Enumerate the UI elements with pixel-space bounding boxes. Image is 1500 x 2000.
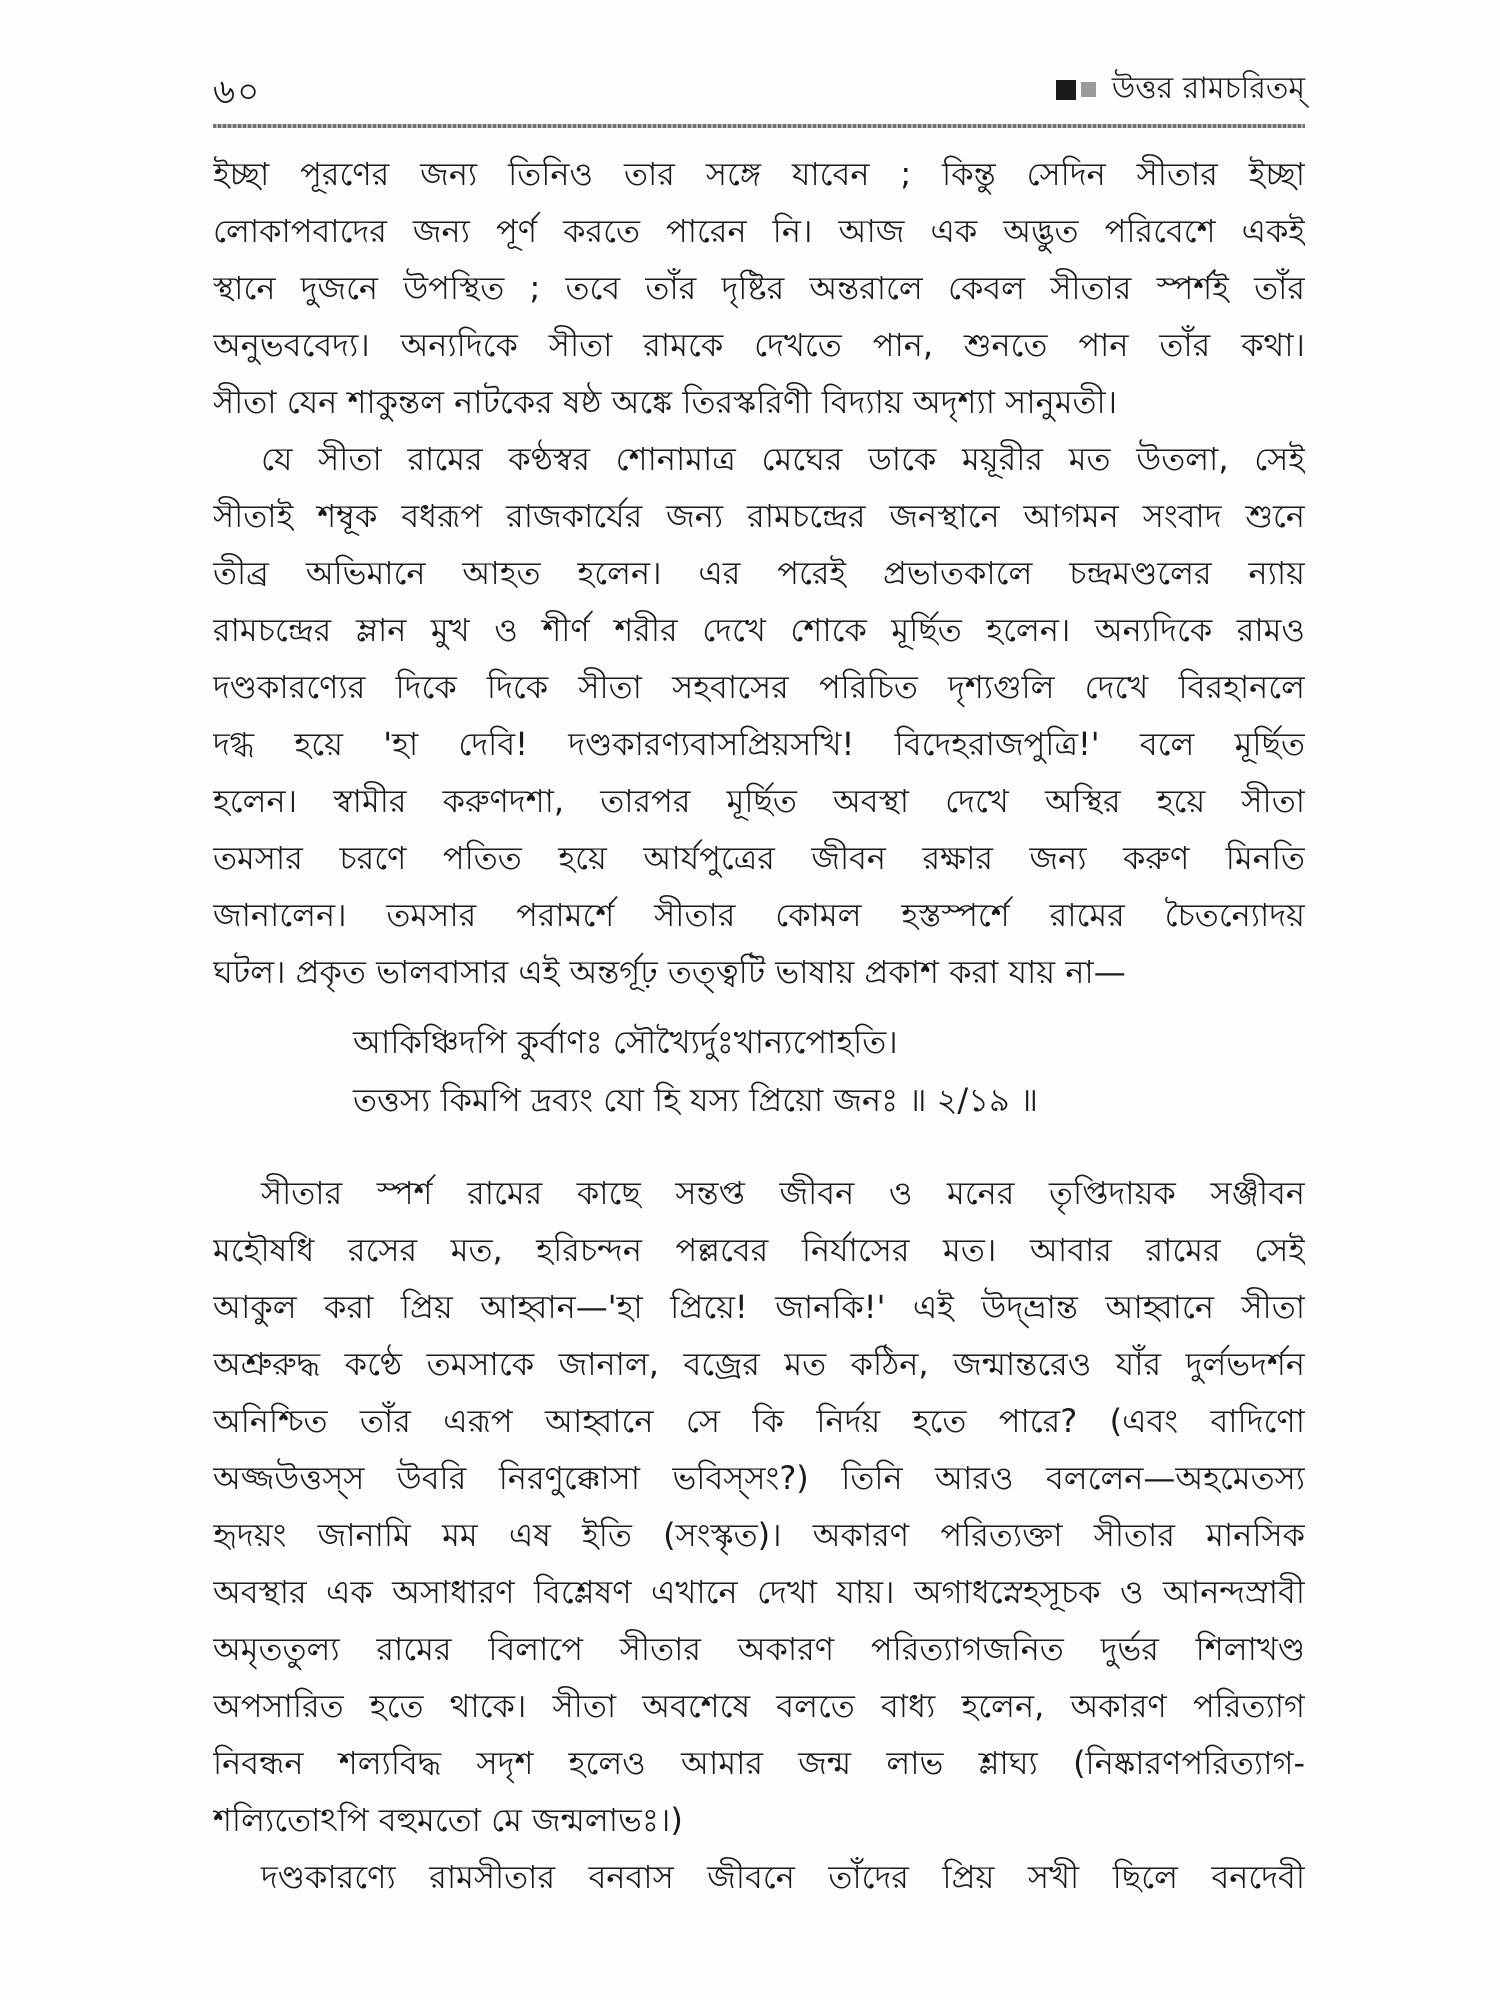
text-line: তীব্র অভিমানে আহত হলেন। এর পরেই প্রভাতকালে চন্দ্রমণ্ডলের ন্যায় <box>213 554 1305 592</box>
text-line: ইচ্ছা পূরণের জন্য তিনিও তার সঙ্গে যাবেন ; কিন্তু সেদিন সীতার ইচ্ছা <box>213 155 1305 193</box>
text-line: যে সীতা রামের কণ্ঠস্বর শোনামাত্র মেঘের ডাকে ময়ূরীর মত উতলা, সেই <box>261 440 1305 478</box>
sanskrit-verse <box>213 1013 1305 1129</box>
text-line: সীতার স্পর্শ রামের কাছে সন্তপ্ত জীবন ও মনের তৃপ্তিদায়ক সঞ্জীবন <box>261 1174 1305 1212</box>
running-head-title: উত্তর রামচরিতম্ <box>1111 71 1305 106</box>
text-line: জানালেন। তমসার পরামর্শে সীতার কোমল হস্তস্পর্শে রামের চৈতন্যোদয় <box>213 896 1305 934</box>
text-line: অপসারিত হতে থাকে। সীতা অবশেষে বলতে বাধ্য হলেন, অকারণ পরিত্যাগ <box>213 1687 1305 1725</box>
verse-line: তত্তস্য কিমপি দ্রব্যং যো হি যস্য প্রিয়ো জনঃ ॥ ২/১৯ ॥ <box>353 1081 1039 1119</box>
text-line: শল্যিতোঽপি বহুমতো মে জন্মলাভঃ।) <box>213 1801 683 1839</box>
text-line: অজ্জউত্তস্স উবরি নিরণুক্কোসা ভবিস্সং?) তিনি আরও বললেন—অহমেতস্য <box>213 1459 1305 1497</box>
paragraph-3 <box>213 1165 1305 1849</box>
square-ornament-light-icon <box>1081 82 1096 97</box>
text-line: নিবন্ধন শল্যবিদ্ধ সদৃশ হলেও আমার জন্ম লাভ শ্লাঘ্য (নিষ্কারণপরিত্যাগ- <box>213 1744 1305 1782</box>
text-line: স্থানে দুজনে উপস্থিত ; তবে তাঁর দৃষ্টির অন্তরালে কেবল সীতার স্পর্শই তাঁর <box>213 269 1305 307</box>
text-line: সীতাই শম্বূক বধরূপ রাজকার্যের জন্য রামচন্দ্রের জনস্থানে আগমন সংবাদ শুনে <box>213 497 1305 535</box>
text-line: রামচন্দ্রের ম্লান মুখ ও শীর্ণ শরীর দেখে শোকে মূর্ছিত হলেন। অন্যদিকে রামও <box>213 611 1305 649</box>
paragraph-4 <box>213 1849 1305 1906</box>
running-head <box>1056 64 1305 115</box>
text-line: আকুল করা প্রিয় আহ্বান—'হা প্রিয়ে! জানকি!' এই উদ্‌ভ্রান্ত আহ্বানে সীতা <box>213 1288 1305 1326</box>
text-line: অনিশ্চিত তাঁর এরূপ আহ্বানে সে কি নির্দয় হতে পারে? (এবং বাদিণো <box>213 1402 1305 1440</box>
text-line: অনুভববেদ্য। অন্যদিকে সীতা রামকে দেখতে পান, শুনতে পান তাঁর কথা। <box>213 326 1305 364</box>
square-ornament-icon <box>1056 80 1076 100</box>
verse-line: আকিঞ্চিদপি কুর্বাণঃ সৌখ্যৈর্দুঃখান্যপোহতি। <box>353 1023 898 1061</box>
body-text <box>213 146 1305 1906</box>
text-line: মহৌষধি রসের মত, হরিচন্দন পল্লবের নির্যাসের মত। আবার রামের সেই <box>213 1231 1305 1269</box>
page-header <box>213 62 1305 120</box>
header-rule <box>213 124 1305 128</box>
text-line: দণ্ডকারণ্যের দিকে দিকে সীতা সহবাসের পরিচিত দৃশ্যগুলি দেখে বিরহানলে <box>213 668 1305 706</box>
text-line: হলেন। স্বামীর করুণদশা, তারপর মূর্ছিত অবস্থা দেখে অস্থির হয়ে সীতা <box>213 782 1305 820</box>
text-line: দগ্ধ হয়ে 'হা দেবি! দণ্ডকারণ্যবাসপ্রিয়সখি! বিদেহরাজপুত্রি!' বলে মূর্ছিত <box>213 725 1305 763</box>
text-line: অবস্থার এক অসাধারণ বিশ্লেষণ এখানে দেখা যায়। অগাধস্নেহসূচক ও আনন্দস্রাবী <box>213 1573 1305 1611</box>
text-line: ঘটল। প্রকৃত ভালবাসার এই অন্তর্গূঢ় তত্ত্বটি ভাষায় প্রকাশ করা যায় না— <box>213 953 1126 991</box>
text-line: সীতা যেন শাকুন্তল নাটকের ষষ্ঠ অঙ্কে তিরস্করিণী বিদ্যায় অদৃশ্যা সানুমতী। <box>213 383 1118 421</box>
paragraph-2 <box>213 431 1305 1001</box>
text-line: হৃদয়ং জানামি মম এষ ইতি (সংস্কৃত)। অকারণ পরিত্যক্তা সীতার মানসিক <box>213 1516 1305 1554</box>
text-line: তমসার চরণে পতিত হয়ে আর্যপুত্রের জীবন রক্ষার জন্য করুণ মিনতি <box>213 839 1305 877</box>
paragraph-1 <box>213 146 1305 431</box>
text-line: অশ্রুরুদ্ধ কণ্ঠে তমসাকে জানাল, বজ্রের মত কঠিন, জন্মান্তরেও যাঁর দুর্লভদর্শন <box>213 1345 1305 1383</box>
text-line: অমৃততুল্য রামের বিলাপে সীতার অকারণ পরিত্যাগজনিত দুর্ভর শিলাখণ্ড <box>213 1630 1305 1668</box>
text-line: দণ্ডকারণ্যে রামসীতার বনবাস জীবনে তাঁদের প্রিয় সখী ছিলে বনদেবী <box>261 1858 1305 1896</box>
page-number: ৬০ <box>213 72 262 112</box>
text-line: লোকাপবাদের জন্য পূর্ণ করতে পারেন নি। আজ এক অদ্ভুত পরিবেশে একই <box>213 212 1305 250</box>
